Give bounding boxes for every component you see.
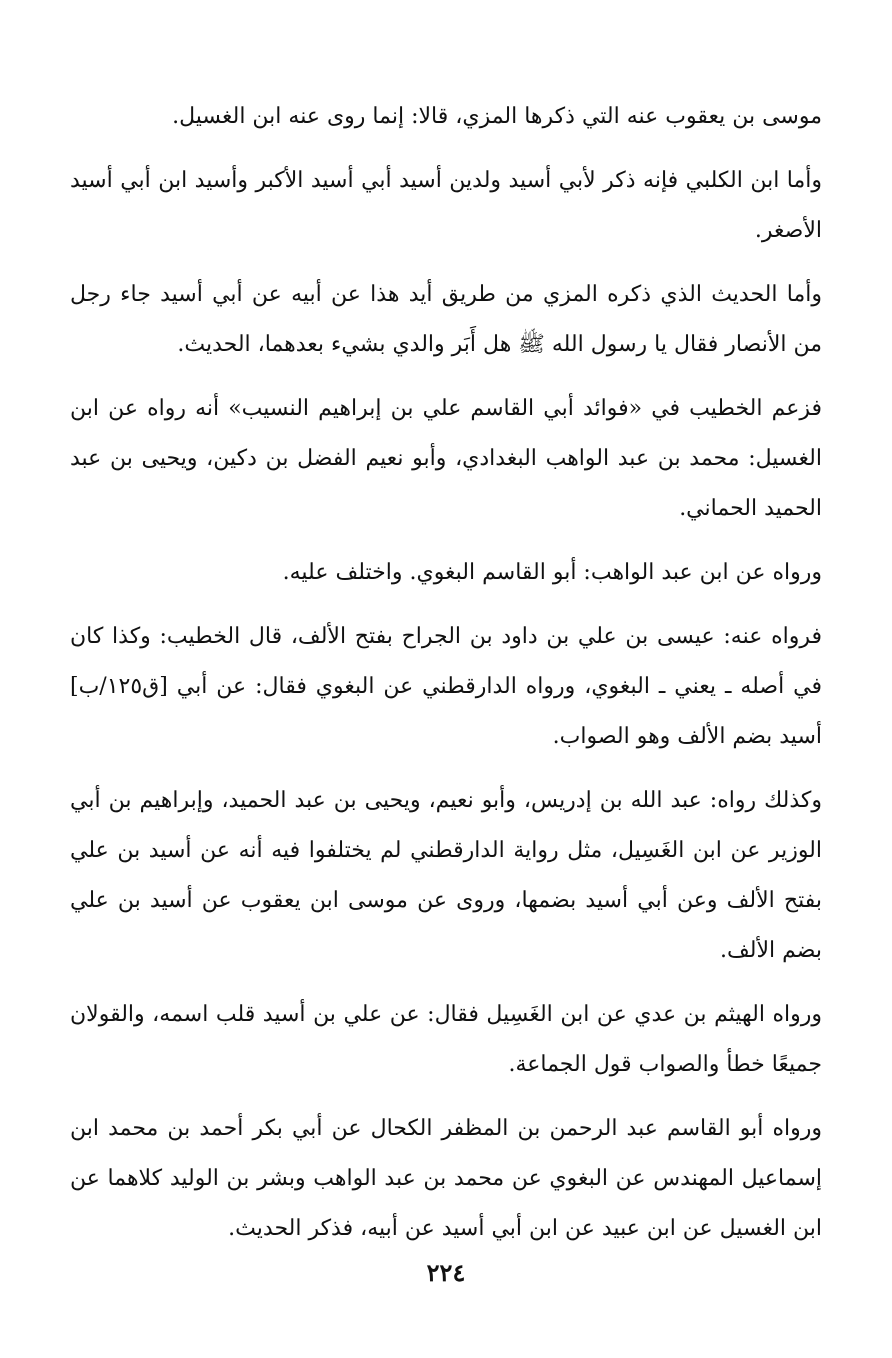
- paragraph: فزعم الخطيب في «فوائد أبي القاسم علي بن إبراهيم النسيب» أنه رواه عن ابن الغسيل: محمد بن عبد الواهب البغدادي، وأبو نعيم الفضل بن دكين، ويحيى بن عبد الحميد الحماني.: [70, 396, 822, 521]
- paragraph: وأما الحديث الذي ذكره المزي من طريق أيد هذا عن أبيه عن أبي أسيد جاء رجل من الأنصار فقال يا رسول الله ﷺ هل أَبَر والدي بشيء بعدهما، الحديث.: [70, 282, 822, 357]
- paragraph: فرواه عنه: عيسى بن علي بن داود بن الجراح بفتح الألف، قال الخطيب: وكذا كان في أصله ـ يعني ـ البغوي، ورواه الدارقطني عن البغوي فقال: عن أبي [ق١٢٥/ب] أسيد بضم الألف وهو الصواب.: [70, 624, 822, 749]
- paragraph: ورواه أبو القاسم عبد الرحمن بن المظفر الكحال عن أبي بكر أحمد بن محمد ابن إسماعيل المهندس عن البغوي عن محمد بن عبد الواهب وبشر بن الوليد كلاهما عن ابن الغسيل عن ابن عبيد عن ابن أبي أسيد عن أبيه، فذكر الحديث.: [70, 1116, 822, 1241]
- paragraph: وكذلك رواه: عبد الله بن إدريس، وأبو نعيم، ويحيى بن عبد الحميد، وإبراهيم بن أبي الوزير عن ابن الغَسِيل، مثل رواية الدارقطني لم يختلفوا فيه أنه عن أسيد بن علي بفتح الألف وعن أبي أسيد بضمها، وروى عن موسى ابن يعقوب عن أسيد بن علي بضم الألف.: [70, 788, 822, 963]
- paragraph: ورواه عن ابن عبد الواهب: أبو القاسم البغوي. واختلف عليه.: [282, 560, 822, 585]
- paragraph: موسى بن يعقوب عنه التي ذكرها المزي، قالا: إنما روى عنه ابن الغسيل.: [172, 104, 822, 129]
- paragraph: وأما ابن الكلبي فإنه ذكر لأبي أسيد ولدين أسيد أبي أسيد الأكبر وأسيد ابن أبي أسيد الأصغر.: [70, 168, 822, 243]
- paragraph: ورواه الهيثم بن عدي عن ابن الغَسِيل فقال: عن علي بن أسيد قلب اسمه، والقولان جميعًا خطأ والصواب قول الجماعة.: [70, 1002, 822, 1077]
- page-number: ٢٢٤: [426, 1258, 466, 1287]
- page-body: [70, 92, 822, 1268]
